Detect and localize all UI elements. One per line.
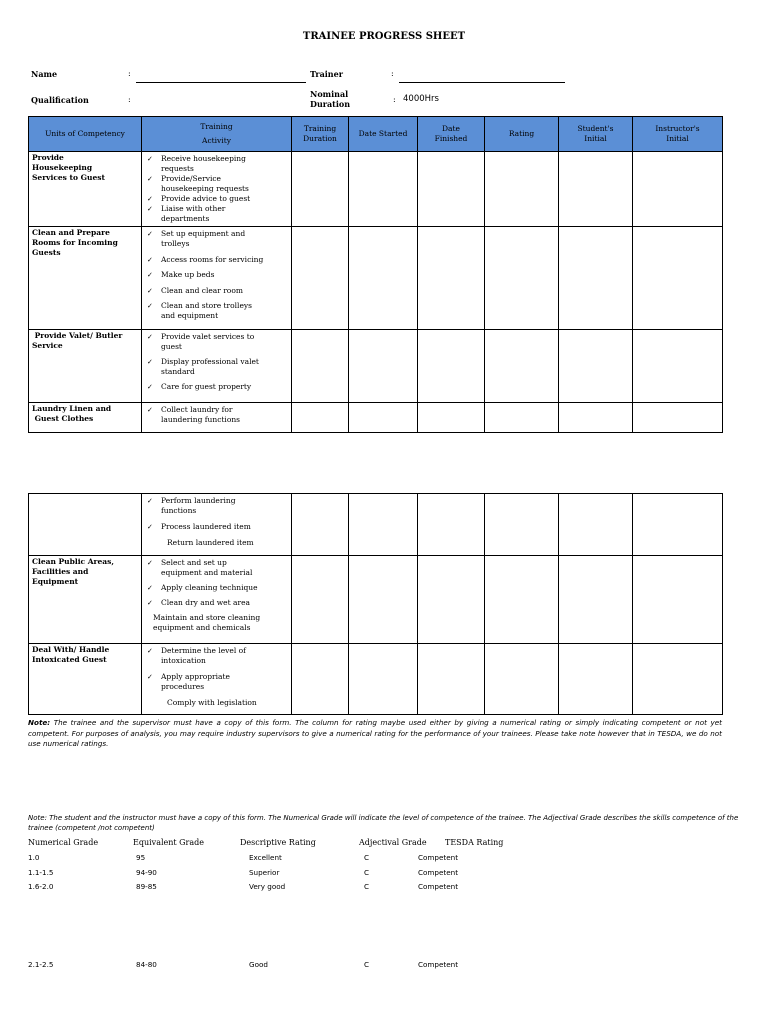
competency-row	[29, 556, 723, 644]
activity-text: Clean and store trolleys and equipment	[161, 301, 252, 320]
activity-text: Provide valet services to guest	[161, 332, 255, 351]
activity-text: Return laundered item	[167, 538, 254, 547]
checkmark-icon: ✓	[147, 599, 153, 607]
checkmark-icon: ✓	[147, 673, 153, 681]
entry-cell[interactable]	[418, 403, 485, 433]
grade-cell: Competent	[418, 960, 459, 969]
unit-of-competency	[29, 494, 142, 556]
col-training-activity: Training Activity	[142, 117, 292, 152]
training-activities	[142, 644, 292, 715]
competency-row	[29, 403, 723, 433]
entry-cell[interactable]	[633, 227, 723, 330]
grade-header: TESDA Rating	[445, 838, 504, 847]
grade-cell: Competent	[418, 882, 459, 891]
entry-cell[interactable]	[292, 227, 349, 330]
entry-cell[interactable]	[485, 644, 559, 715]
competency-row	[29, 330, 723, 403]
activity-text: Process laundered item	[161, 522, 251, 531]
activity-text: Care for guest property	[161, 382, 252, 391]
note-label: Note:	[28, 718, 51, 727]
entry-cell[interactable]	[633, 494, 723, 556]
unit-line: Guest Clothes	[32, 414, 94, 423]
checkmark-icon: ✓	[147, 523, 153, 531]
activity-indent	[145, 613, 153, 633]
col-instructor-initial: Instructor's Initial	[633, 117, 723, 152]
grade-cell: 1.1-1.5	[28, 868, 54, 877]
entry-cell[interactable]	[633, 152, 723, 227]
training-activities	[142, 556, 292, 644]
grade-cell: C	[364, 960, 370, 969]
unit-line: Clean Public Areas,	[32, 557, 114, 566]
training-activities	[142, 152, 292, 227]
activity-item	[145, 558, 289, 578]
entry-cell[interactable]	[485, 330, 559, 403]
checkmark-icon: ✓	[147, 406, 153, 414]
unit-line: Housekeeping	[32, 163, 93, 172]
checkmark-icon: ✓	[147, 302, 153, 310]
entry-cell[interactable]	[418, 152, 485, 227]
competency-row	[29, 494, 723, 556]
nominal-label: Nominal	[310, 89, 349, 99]
unit-of-competency	[29, 644, 142, 715]
entry-cell[interactable]	[485, 403, 559, 433]
name-label: Name	[31, 69, 58, 79]
activity-item	[145, 204, 289, 224]
col-training-duration: Training Duration	[292, 117, 349, 152]
checkmark-icon: ✓	[147, 497, 153, 505]
checkmark-icon: ✓	[147, 358, 153, 366]
grade-cell: 1.6-2.0	[28, 882, 54, 891]
col-student-initial: Student's Initial	[559, 117, 633, 152]
checkmark-icon: ✓	[147, 559, 153, 567]
unit-line: Facilities and	[32, 567, 89, 576]
grade-cell: C	[364, 868, 370, 877]
entry-cell[interactable]	[349, 644, 418, 715]
activity-item	[145, 382, 289, 392]
checkmark-icon: ✓	[147, 175, 153, 183]
entry-cell[interactable]	[292, 644, 349, 715]
nominal-colon: :	[393, 95, 396, 104]
grade-cell: Very good	[249, 882, 286, 891]
checkmark-icon: ✓	[147, 647, 153, 655]
training-activities	[142, 330, 292, 403]
activity-text: Clean dry and wet area	[161, 598, 250, 607]
nominal-duration-value: 4000Hrs	[403, 94, 439, 104]
activity-text: Display professional valet standard	[161, 357, 259, 376]
qualification-label: Qualification	[31, 95, 89, 105]
entry-cell[interactable]	[559, 494, 633, 556]
grade-cell: 89-85	[136, 882, 157, 891]
progress-table-2	[28, 493, 723, 715]
checkmark-icon: ✓	[147, 195, 153, 203]
entry-cell[interactable]	[559, 227, 633, 330]
name-colon: :	[128, 69, 131, 78]
grade-cell: 95	[136, 853, 146, 862]
activity-item	[145, 194, 289, 204]
entry-cell[interactable]	[418, 556, 485, 644]
grade-cell: Excellent	[249, 853, 282, 862]
activity-text: Make up beds	[161, 270, 215, 279]
grade-cell: Superior	[249, 868, 280, 877]
entry-cell[interactable]	[559, 403, 633, 433]
activity-text: Liaise with other departments	[161, 204, 226, 223]
entry-cell[interactable]	[349, 330, 418, 403]
activity-text: Access rooms for servicing	[161, 254, 264, 264]
activity-item	[145, 301, 289, 321]
activity-item	[145, 286, 289, 296]
grade-cell: 1.0	[28, 853, 40, 862]
checkmark-icon: ✓	[147, 383, 153, 391]
activity-item	[145, 646, 289, 666]
activity-item	[145, 154, 289, 174]
activity-item	[145, 332, 289, 352]
entry-cell[interactable]	[292, 494, 349, 556]
unit-line: Provide Valet/ Butler	[32, 331, 123, 340]
activity-text: Determine the level of intoxication	[161, 646, 246, 665]
unit-line: Laundry Linen and	[32, 404, 112, 413]
entry-cell[interactable]	[349, 494, 418, 556]
activity-item	[145, 496, 289, 516]
checkmark-icon: ✓	[147, 230, 153, 238]
grade-header: Equivalent Grade	[133, 838, 205, 847]
grade-cell: Good	[249, 960, 268, 969]
unit-line: Intoxicated Guest	[32, 655, 107, 664]
activity-item	[145, 405, 289, 425]
activity-item	[145, 613, 289, 633]
activity-item	[145, 522, 289, 532]
checkmark-icon: ✓	[147, 584, 153, 592]
activity-text: Receive housekeeping requests	[161, 154, 246, 173]
name-field[interactable]	[136, 82, 306, 83]
col-units-of-competency: Units of Competency	[29, 117, 142, 152]
activity-item	[145, 255, 289, 265]
entry-cell[interactable]	[418, 330, 485, 403]
training-activities	[142, 403, 292, 433]
activity-text: Comply with legislation	[167, 698, 257, 707]
unit-line: Equipment	[32, 577, 79, 586]
checkmark-icon: ✓	[147, 286, 153, 295]
entry-cell[interactable]	[292, 152, 349, 227]
activity-item	[145, 672, 289, 692]
activity-item	[145, 174, 289, 194]
activity-text: Provide/Service housekeeping requests	[161, 174, 249, 193]
entry-cell[interactable]	[349, 556, 418, 644]
entry-cell[interactable]	[559, 556, 633, 644]
activity-item	[145, 538, 289, 548]
checkmark-icon: ✓	[147, 155, 153, 163]
unit-line: Provide	[32, 153, 64, 162]
unit-of-competency	[29, 403, 142, 433]
competency-row	[29, 644, 723, 715]
grade-cell: 84-80	[136, 960, 157, 969]
unit-line: Service	[32, 341, 63, 350]
activity-indent	[145, 538, 167, 548]
activity-text: Provide advice to guest	[161, 194, 251, 203]
entry-cell[interactable]	[292, 556, 349, 644]
activity-text: Apply appropriate procedures	[161, 672, 230, 691]
col-rating: Rating	[485, 117, 559, 152]
entry-cell[interactable]	[418, 494, 485, 556]
unit-of-competency	[29, 227, 142, 330]
trainer-field[interactable]	[399, 82, 565, 83]
grade-header: Descriptive Rating	[240, 838, 316, 847]
training-activities	[142, 494, 292, 556]
unit-of-competency	[29, 556, 142, 644]
training-activities	[142, 227, 292, 330]
entry-cell[interactable]	[349, 227, 418, 330]
entry-cell[interactable]	[349, 403, 418, 433]
note-text: The trainee and the supervisor must have a copy of this form. The column for rating maybe used either by giving a numerical rating or simply indicating competent or not yet competent. For purposes of analysis, you may require industry supervisors to give a numerical rating for the performance of your trainees. Please take note however that in TESDA, we do not use numerical ratings.	[28, 718, 722, 748]
entry-cell[interactable]	[485, 494, 559, 556]
entry-cell[interactable]	[559, 152, 633, 227]
entry-cell[interactable]	[418, 227, 485, 330]
entry-cell[interactable]	[485, 227, 559, 330]
entry-cell[interactable]	[559, 330, 633, 403]
grade-cell: 94-90	[136, 868, 157, 877]
entry-cell[interactable]	[292, 330, 349, 403]
activity-item	[145, 229, 289, 249]
col-date-started: Date Started	[349, 117, 418, 152]
activity-indent	[145, 698, 167, 708]
note-student-instructor: Note: The student and the instructor must have a copy of this form. The Numerical Grade will indicate the level of competence of the trainee. The Adjectival Grade describes the skills competence of the trainee (competent /not competent)	[28, 814, 739, 832]
activity-text: Perform laundering functions	[161, 496, 236, 515]
activity-text: Maintain and store cleaning equipment and chemicals	[153, 613, 261, 632]
unit-line: Services to Guest	[32, 173, 105, 182]
col-date-finished: Date Finished	[418, 117, 485, 152]
qualification-colon: :	[128, 95, 131, 104]
activity-text: Clean and clear room	[161, 285, 243, 295]
activity-item	[145, 598, 289, 608]
grade-cell: Competent	[418, 868, 459, 877]
entry-cell[interactable]	[633, 644, 723, 715]
checkmark-icon: ✓	[147, 205, 153, 213]
unit-of-competency	[29, 330, 142, 403]
entry-cell[interactable]	[292, 403, 349, 433]
unit-line: Deal With/ Handle	[32, 645, 110, 654]
competency-row	[29, 227, 723, 330]
grade-cell: Competent	[418, 853, 459, 862]
activity-item	[145, 357, 289, 377]
trainer-label: Trainer	[310, 69, 343, 79]
grade-cell: 2.1-2.5	[28, 960, 54, 969]
entry-cell[interactable]	[633, 330, 723, 403]
checkmark-icon: ✓	[147, 271, 153, 279]
page-title: TRAINEE PROGRESS SHEET	[302, 31, 466, 42]
entry-cell[interactable]	[633, 403, 723, 433]
activity-text: Apply cleaning technique	[161, 583, 258, 592]
note-trainee-supervisor	[28, 718, 722, 750]
unit-line: Clean and Prepare	[32, 228, 110, 237]
activity-text: Collect laundry for laundering functions	[161, 405, 241, 424]
unit-line: Guests	[32, 248, 61, 257]
activity-text: Set up equipment and trolleys	[161, 229, 246, 248]
entry-cell[interactable]	[485, 152, 559, 227]
activity-item	[145, 270, 289, 280]
activity-item	[145, 698, 289, 708]
grade-cell: C	[364, 882, 370, 891]
checkmark-icon: ✓	[147, 333, 153, 341]
grade-header: Adjectival Grade	[359, 838, 427, 847]
checkmark-icon: ✓	[147, 255, 153, 264]
progress-table-1	[28, 116, 723, 433]
duration-label: Duration	[310, 99, 351, 109]
entry-cell[interactable]	[559, 644, 633, 715]
entry-cell[interactable]	[633, 556, 723, 644]
activity-text: Select and set up equipment and material	[161, 558, 253, 577]
unit-of-competency	[29, 152, 142, 227]
activity-item	[145, 583, 289, 593]
entry-cell[interactable]	[349, 152, 418, 227]
entry-cell[interactable]	[418, 644, 485, 715]
entry-cell[interactable]	[485, 556, 559, 644]
competency-row	[29, 152, 723, 227]
grade-cell: C	[364, 853, 370, 862]
unit-line: Rooms for Incoming	[32, 238, 118, 247]
trainer-colon: :	[391, 69, 394, 78]
grade-header: Numerical Grade	[28, 838, 99, 847]
